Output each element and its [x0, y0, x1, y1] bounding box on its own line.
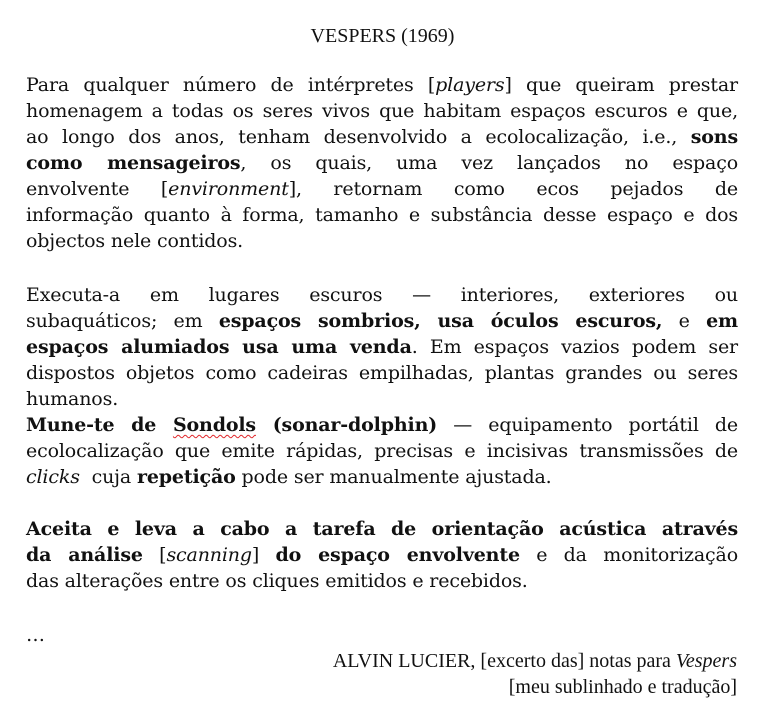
p4-line-3: das alterações entre os cliques emitidos e recebidos. [26, 570, 528, 592]
bold-text: espaços alumiados usa uma venda [26, 336, 412, 358]
p1-line-6: informação quanto à forma, tamanho e substância desse espaço e dos [26, 204, 738, 226]
p4-line-2 [26, 542, 738, 568]
bold-text: Mune-te de [26, 414, 173, 436]
bold-text: como mensageiros [26, 152, 241, 174]
ellipsis: … [26, 624, 45, 646]
paragraph-3 [26, 412, 738, 490]
text: e da monitorização [519, 544, 738, 566]
bold-text: da análise [26, 544, 143, 566]
text: ] [251, 544, 276, 566]
text: ao longo dos anos, tenham desenvolvido a ecolocalização, i.e., [26, 126, 691, 148]
p1-line-4 [26, 150, 738, 176]
p1-line-7: objectos nele contidos. [26, 230, 244, 252]
italic-term: clicks [26, 466, 80, 488]
bold-text: Aceita e leva a cabo a tarefa de orientação acústica através [26, 518, 738, 540]
text: Para qualquer número de intérpretes [ [26, 74, 436, 96]
paragraph-1 [26, 72, 738, 254]
text: — equipamento portátil de [437, 414, 738, 436]
text: . Em espaços vazios podem ser [411, 336, 738, 358]
p2-line-4: dispostos objetos como cadeiras empilhadas, plantas grandes ou seres [26, 362, 738, 384]
signature-block [333, 648, 737, 700]
p4-line-1 [26, 516, 738, 542]
p3-line-2: ecolocalização que emite rápidas, precisas e incisivas transmissões de [26, 440, 738, 462]
p1-line-3 [26, 124, 738, 150]
italic-term: scanning [166, 544, 252, 566]
italic-term: players [435, 74, 505, 96]
signature-line-2: [meu sublinhado e tradução] [508, 676, 737, 698]
p2-line-1: Executa-a em lugares escuros — interiores, exteriores ou [26, 284, 738, 306]
italic-term: environment [168, 178, 289, 200]
bold-text: sons [690, 126, 738, 148]
text: , os quais, uma vez lançados no espaço [240, 152, 739, 174]
p2-line-2 [26, 308, 738, 334]
p3-line-3 [26, 464, 738, 490]
p3-line-1 [26, 412, 738, 438]
text: subaquáticos; em [26, 310, 219, 332]
p1-line-1 [26, 72, 738, 98]
p2-line-3 [26, 334, 738, 360]
p2-line-5: humanos. [26, 388, 119, 410]
document-title: VESPERS (1969) [310, 25, 455, 47]
text: cuja [79, 466, 137, 488]
bold-text: espaços sombrios, usa óculos escuros, [218, 310, 663, 332]
text: [ [142, 544, 167, 566]
text: ALVIN LUCIER, [excerto das] notas para [332, 650, 676, 672]
text: pode ser manualmente ajustada. [235, 466, 552, 488]
bold-text: em [706, 310, 738, 332]
text: ] que queiram prestar [504, 74, 738, 96]
p1-line-2: homenagem a todas os seres vivos que habitam espaços escuros e que, [26, 100, 738, 122]
bold-text: do espaço envolvente [275, 544, 520, 566]
text: ], retornam como ecos pejados de [288, 178, 738, 200]
signature-line-1 [333, 648, 737, 674]
misspelled-word: Sondols [172, 414, 256, 436]
paragraph-4 [26, 516, 738, 594]
bold-text: repetição [136, 466, 236, 488]
text: e [662, 310, 707, 332]
bold-text: (sonar-dolphin) [255, 414, 438, 436]
italic-title: Vespers [675, 650, 737, 672]
paragraph-2 [26, 282, 738, 412]
p1-line-5 [26, 176, 738, 202]
text: envolvente [ [26, 178, 169, 200]
